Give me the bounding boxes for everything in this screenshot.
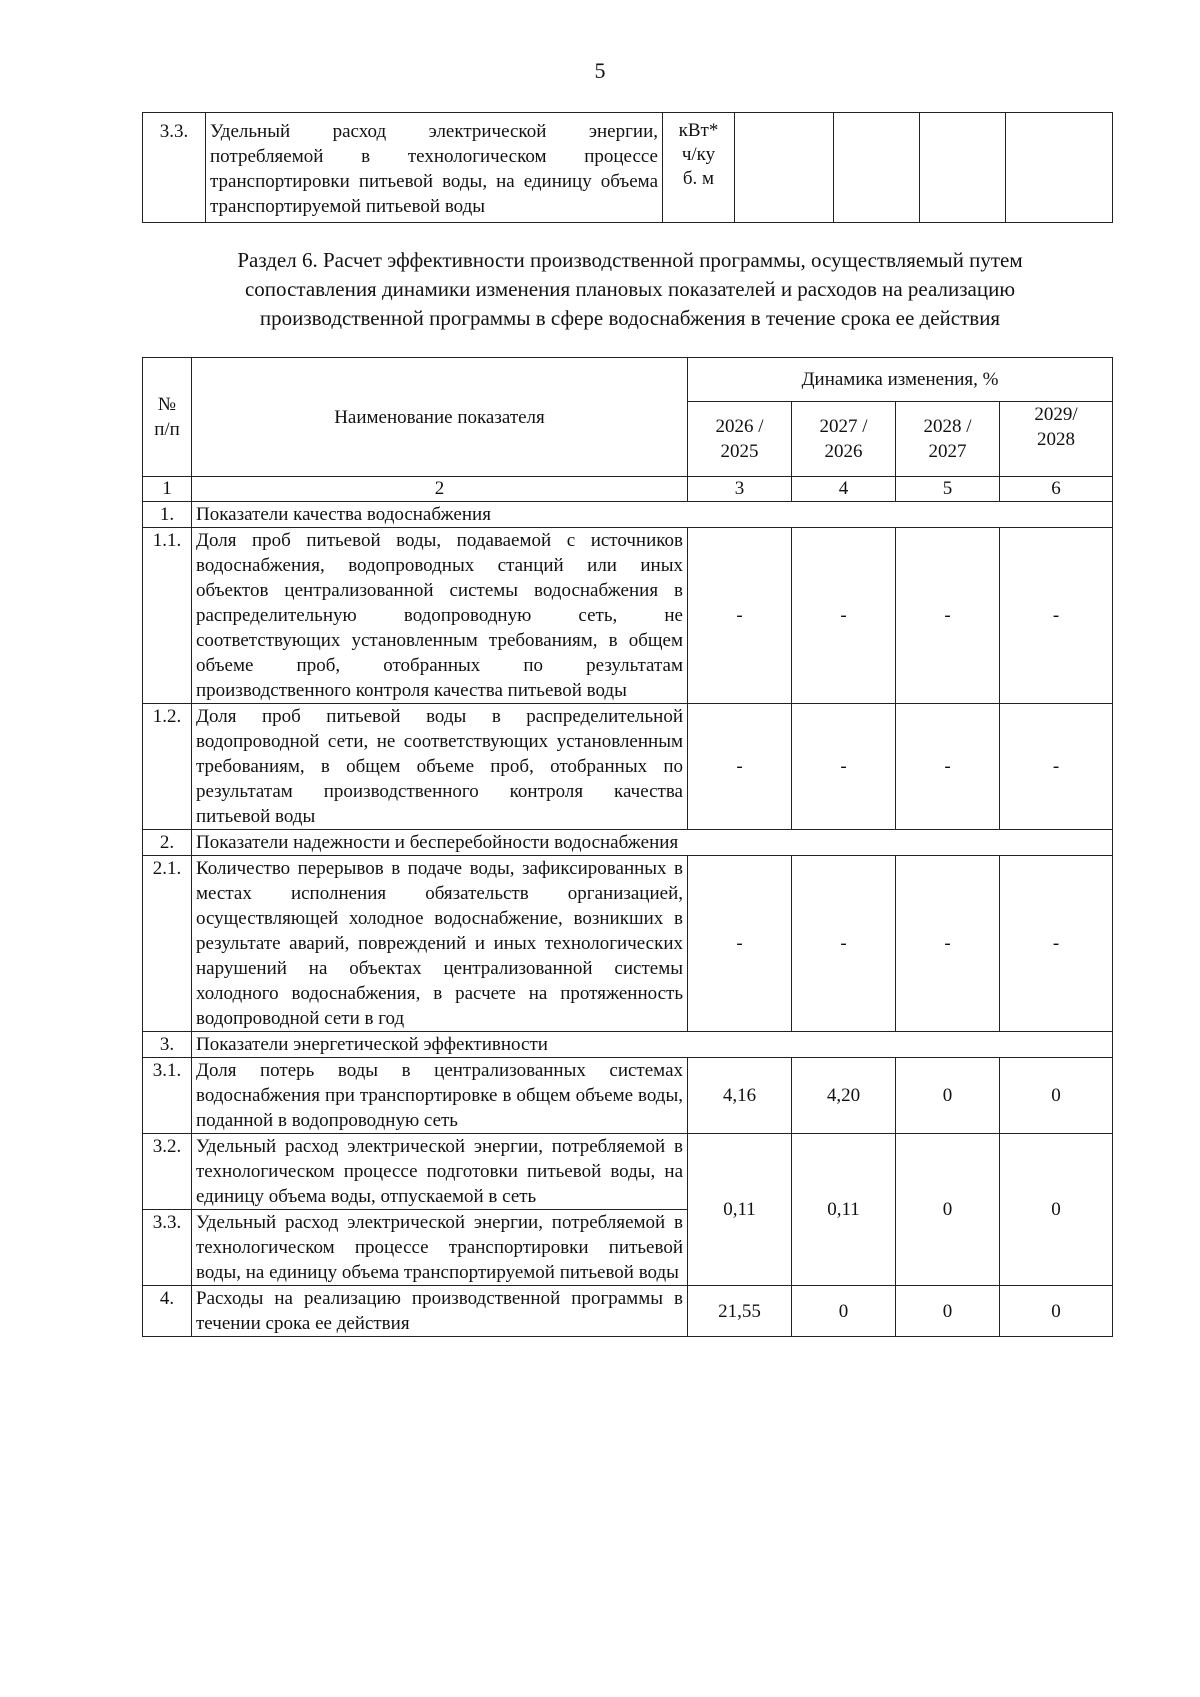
empty-cell	[834, 113, 920, 223]
header-year: 2026 / 2025	[688, 402, 792, 477]
unit-line: кВт*	[678, 120, 719, 141]
value-cell: -	[896, 856, 1000, 1032]
row-number: 3.3.	[143, 113, 206, 223]
row-number: 3.2.	[143, 1134, 192, 1210]
section-title: Показатели качества водоснабжения	[192, 502, 1113, 528]
table-header-row	[143, 358, 1113, 402]
value-cell: 0	[896, 1058, 1000, 1134]
table-row	[143, 528, 1113, 704]
value-cell: 21,55	[688, 1286, 792, 1337]
value-cell: -	[688, 528, 792, 704]
value-cell: 0	[1000, 1286, 1113, 1337]
value-cell: 0	[896, 1286, 1000, 1337]
header-dynamics: Динамика изменения, %	[688, 358, 1113, 402]
heading-line: Раздел 6. Расчет эффективности производственной программы, осуществляемый путем	[237, 248, 1023, 272]
indicator-name: Расходы на реализацию производственной программы в течении срока ее действия	[192, 1286, 688, 1337]
value-cell: 0	[1000, 1134, 1113, 1286]
unit-cell	[663, 113, 735, 223]
empty-cell	[1006, 113, 1113, 223]
value-cell: 4,20	[792, 1058, 896, 1134]
value-cell: -	[896, 528, 1000, 704]
header-year: 2027 / 2026	[792, 402, 896, 477]
indicator-name: Доля проб питьевой воды, подаваемой с источников водоснабжения, водопроводных станций или иных объектов централизованной системы водоснабжения в распределительную водопроводную сеть, не соответствующих установленным требованиям, в общем объеме проб, отобранных по результатам производственного контроля качества питьевой воды	[192, 528, 688, 704]
value-cell: -	[792, 856, 896, 1032]
row-number: 2.1.	[143, 856, 192, 1032]
section-heading	[170, 246, 1090, 333]
row-number: 3.3.	[143, 1210, 192, 1286]
value-cell: -	[688, 856, 792, 1032]
section-number: 1.	[143, 502, 192, 528]
heading-line: сопоставления динамики изменения плановых показателей и расходов на реализацию	[244, 277, 1016, 301]
value-cell: -	[792, 528, 896, 704]
section-title: Показатели энергетической эффективности	[192, 1032, 1113, 1058]
indicator-name: Удельный расход электрической энергии, потребляемой в технологическом процессе транспортировки питьевой воды, на единицу объема транспортируемой питьевой воды	[206, 113, 663, 223]
empty-cell	[735, 113, 834, 223]
value-cell: -	[1000, 528, 1113, 704]
indicator-name: Количество перерывов в подаче воды, зафиксированных в местах исполнения обязательств организацией, осуществляющей холодное водоснабжение, возникших в результате аварий, повреждений и иных технологических нарушений на объектах централизованной системы холодного водоснабжения, в расчете на протяженность водопроводной сети в год	[192, 856, 688, 1032]
indicator-name: Доля проб питьевой воды в распределительной водопроводной сети, не соответствующих установленным требованиям, в общем объеме проб, отобранных по результатам производственного контроля качества питьевой воды	[192, 704, 688, 830]
unit-line: б. м	[682, 168, 715, 189]
section-row	[143, 830, 1113, 856]
table-row	[143, 1134, 1113, 1210]
heading-line: производственной программы в сфере водоснабжения в течение срока ее действия	[259, 306, 1001, 330]
section-row	[143, 502, 1113, 528]
indicator-name: Удельный расход электрической энергии, потребляемой в технологическом процессе подготовки питьевой воды, на единицу объема воды, отпускаемой в сеть	[192, 1134, 688, 1210]
table-row	[143, 856, 1113, 1032]
indicator-name: Доля потерь воды в централизованных системах водоснабжения при транспортировке в общем объеме воды, поданной в водопроводную сеть	[192, 1058, 688, 1134]
row-number: 3.1.	[143, 1058, 192, 1134]
section-number: 3.	[143, 1032, 192, 1058]
efficiency-table	[142, 357, 1113, 1337]
unit-line: ч/ку	[681, 144, 716, 165]
value-cell: 0,11	[792, 1134, 896, 1286]
value-cell: 4,16	[688, 1058, 792, 1134]
table-row	[143, 113, 1113, 223]
value-cell: 0	[792, 1286, 896, 1337]
value-cell: -	[896, 704, 1000, 830]
empty-cell	[920, 113, 1006, 223]
row-number: 1.1.	[143, 528, 192, 704]
value-cell: -	[688, 704, 792, 830]
row-number: 1.2.	[143, 704, 192, 830]
header-year: 2029/ 2028	[1000, 402, 1113, 477]
row-number: 4.	[143, 1286, 192, 1337]
column-number-row: 1 2 3 4 5 6	[143, 477, 1113, 502]
section-row	[143, 1032, 1113, 1058]
table-row	[143, 1058, 1113, 1134]
value-cell: 0	[1000, 1058, 1113, 1134]
indicator-name: Удельный расход электрической энергии, потребляемой в технологическом процессе транспортировки питьевой воды, на единицу объема транспортируемой питьевой воды	[192, 1210, 688, 1286]
table-row	[143, 1286, 1113, 1337]
table-row	[143, 704, 1113, 830]
header-num: № п/п	[143, 358, 192, 477]
value-cell: -	[792, 704, 896, 830]
header-name: Наименование показателя	[192, 358, 688, 477]
section-title: Показатели надежности и бесперебойности водоснабжения	[192, 830, 1113, 856]
header-year: 2028 / 2027	[896, 402, 1000, 477]
value-cell: -	[1000, 704, 1113, 830]
value-cell: 0	[896, 1134, 1000, 1286]
section-number: 2.	[143, 830, 192, 856]
value-cell: -	[1000, 856, 1113, 1032]
continued-table	[142, 112, 1113, 223]
value-cell: 0,11	[688, 1134, 792, 1286]
page-number: 5	[594, 58, 606, 83]
